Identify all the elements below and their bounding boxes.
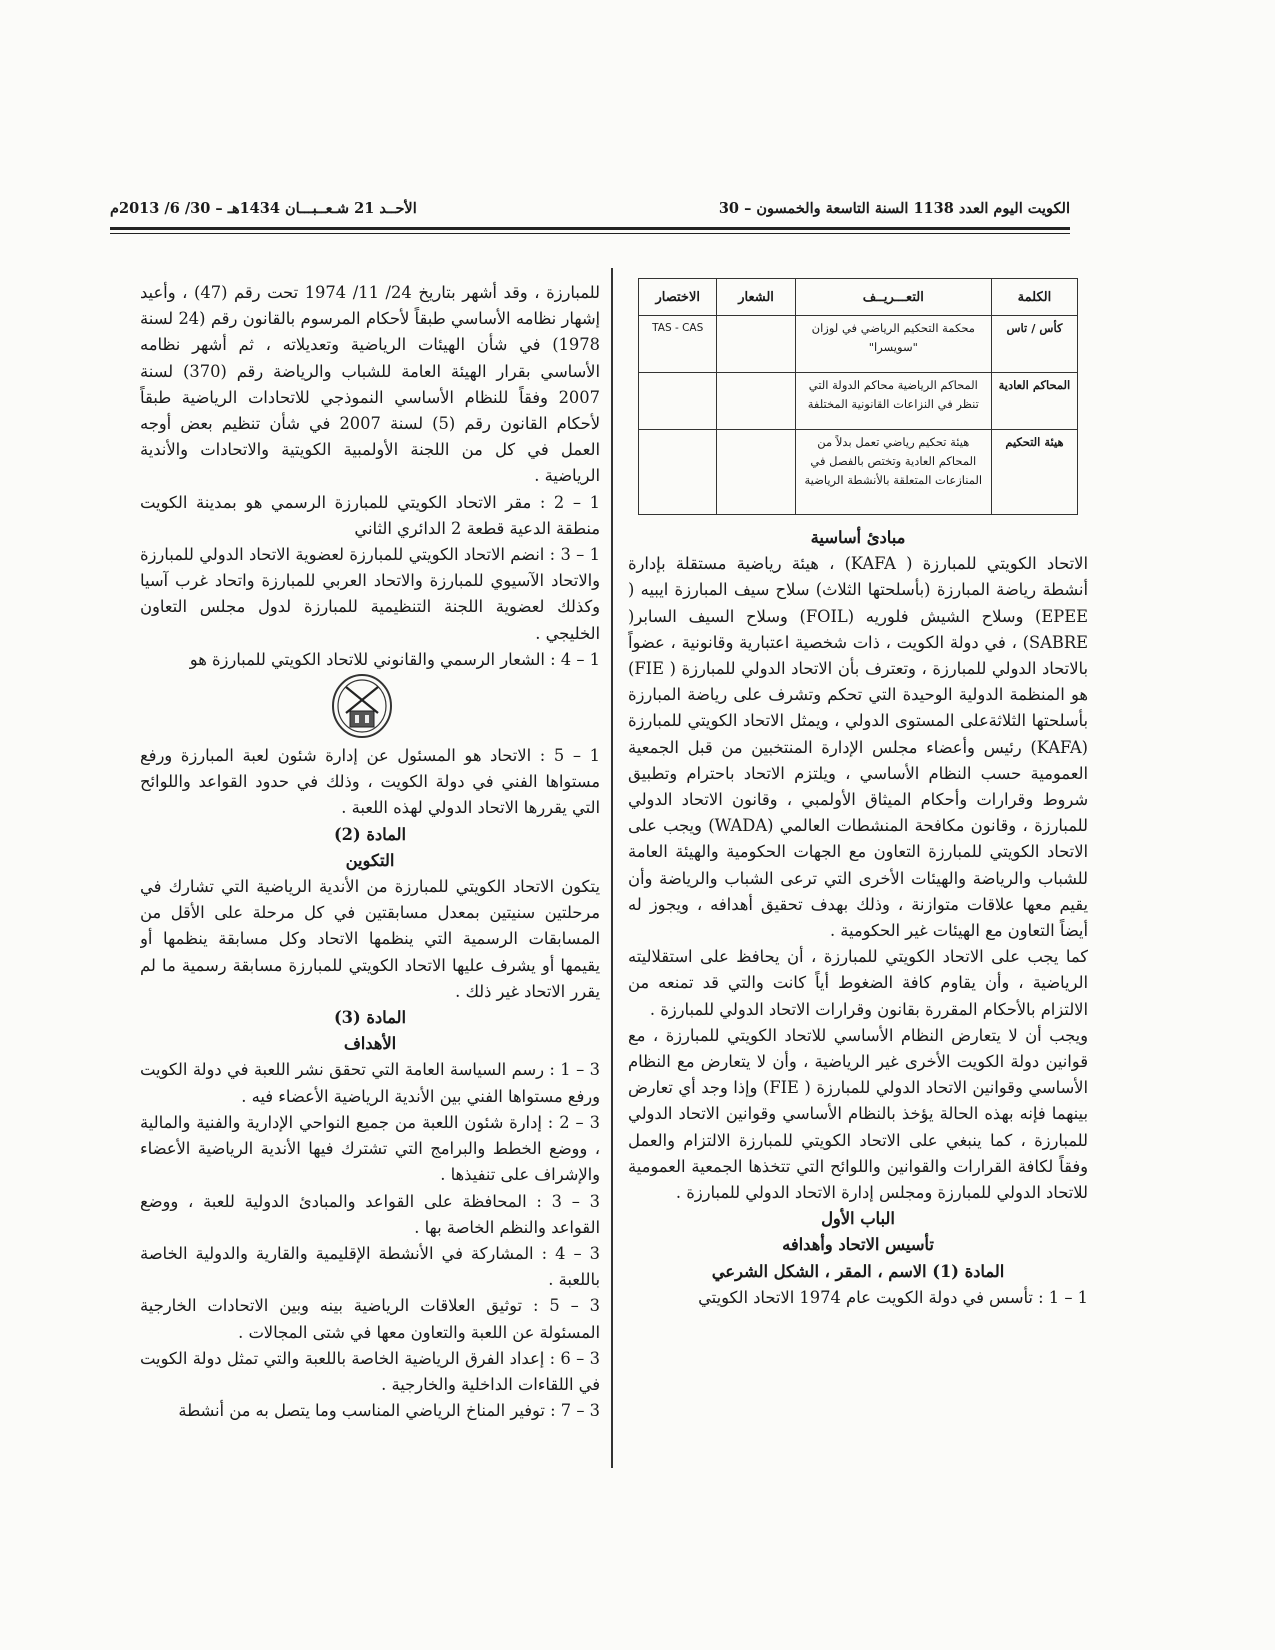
table-header-definition: التعـــريــف bbox=[795, 279, 991, 316]
clause-3-5: 3 – 5 : توثيق العلاقات الرياضية بينه وبين الاتحادات الخارجية المسئولة عن اللعبة والتعاون معها في شتى المجالات . bbox=[140, 1296, 600, 1342]
table-row bbox=[639, 316, 1078, 373]
article-3-title: الأهداف bbox=[343, 1034, 397, 1054]
header-rule-thin bbox=[110, 233, 1070, 234]
principles-paragraph-1: الاتحاد الكويتي للمبارزة ( KAFA) ، هيئة رياضية مستقلة بإدارة أنشطة رياضة المبارزة (بأسلحتها الثلاث) سلاح سيف المبارزة ايبيه ( EPEE) وسلاح الشيش فلوريه (FOIL) وسلاح السيف السابر( SABRE) ، في دولة الكويت ، ذات شخصية اعتبارية وقانونية ، عضواً بالاتحاد الدولي للمبارزة ، وتعترف بأن الاتحاد الدولي للمبارزة ( FIE) هو المنظمة الدولية الوحيدة التي تحكم وتشرف على رياضة المبارزة بأسلحتها الثلاثةعلى المستوى الدولي ، ويمثل الاتحاد الكويتي للمبارزة (KAFA) رئيس وأعضاء مجلس الإدارة المنتخبين من قبل الجمعية العمومية حسب النظام الأساسي ، ويلتزم الاتحاد باحترام وتطبيق شروط وقرارات وأحكام الميثاق الأولمبي ، وقانون الاتحاد الدولي للمبارزة ، وقانون مكافحة المنشطات العالمي (WADA) ويجب على الاتحاد الكويتي للمبارزة التعاون مع الجهات الحكومية والهيئة العامة للشباب والرياضة والهيئات الأخرى التي ترعى الشباب والرياضة وأن يقيم معها علاقات متوازنة ، وذلك بهدف تحقيق أهدافه ، ويجوز له أيضاً التعاون مع الهيئات غير الحكومية . bbox=[628, 554, 1088, 941]
clause-3-6: 3 – 6 : إعداد الفرق الرياضية الخاصة باللعبة والتي تمثل دولة الكويت في اللقاءات الداخلية والخارجية . bbox=[140, 1348, 600, 1394]
clause-1-1-continued: للمبارزة ، وقد أشهر بتاريخ 24/ 11/ 1974 تحت رقم (47) ، وأعيد إشهار نظامه الأساسي طبقاً لأحكام المرسوم بالقانون رقم (24 لسنة 1978) في شأن الهيئات الرياضية وتعديلاته ، ثم أشهر نظامه الأساسي بقرار الهيئة العامة للشباب والرياضة رقم (370) لسنة 2007 وفقاً للنظام الأساسي النموذجي للاتحادات الرياضية طبقاً لأحكام القانون رقم (5) لسنة 2007 في شأن تنظيم بعض أوجه العمل في كل من اللجنة الأولمبية الكويتية والاتحادات والأندية الرياضية . bbox=[140, 283, 600, 486]
clause-3-2: 3 – 2 : إدارة شئون اللعبة من جميع النواحي الإدارية والفنية والمالية ، ووضع الخطط والبرامج التي تشترك فيها الأندية الرياضية الأعضاء والإشراف على تنفيذها . bbox=[140, 1112, 600, 1185]
table-row bbox=[639, 373, 1078, 430]
table-cell-abbr bbox=[639, 373, 717, 430]
table-cell-term: كأس / تاس bbox=[991, 316, 1077, 373]
principles-heading: مبادئ أساسية bbox=[810, 528, 906, 547]
left-column bbox=[140, 280, 600, 1485]
principles-paragraph-3: ويجب أن لا يتعارض النظام الأساسي للاتحاد الكويتي للمبارزة ، مع قوانين دولة الكويت الأخرى غير الرياضية ، وأن لا يتعارض مع النظام الأساسي وقوانين الاتحاد الدولي للمبارزة ( FIE) وإذا وجد أي تعارض بينهما فإنه بهذه الحالة يؤخذ بالنظام الأساسي وقوانين الاتحاد الدولي للمبارزة ، كما ينبغي على الاتحاد الكويتي للمبارزة الالتزام والعمل وفقاً لكافة القرارات والقوانين واللوائح التي تتخذها الجمعية العمومية للاتحاد الدولي للمبارزة ومجلس إدارة الاتحاد الدولي للمبارزة . bbox=[628, 1025, 1088, 1203]
table-header-logo: الشعار bbox=[717, 279, 795, 316]
table-cell-abbr bbox=[639, 430, 717, 515]
article-3-heading: المادة (3) bbox=[333, 1008, 407, 1028]
federation-emblem bbox=[140, 673, 600, 743]
article-2-text: يتكون الاتحاد الكويتي للمبارزة من الأندية الرياضية التي تشارك في مرحلتين سنيتين بمعدل مسابقتين في كل مرحلة على الأقل من المسابقات الرسمية التي ينظمها الاتحاد وكل مسابقة ينظمها أو يقيمها أو يشرف عليها الاتحاد الكويتي للمبارزة مسابقة رسمية ما لم يقرر الاتحاد غير ذلك . bbox=[140, 877, 600, 1001]
clause-1-5: 1 – 5 : الاتحاد هو المسئول عن إدارة شئون لعبة المبارزة ورفع مستواها الفني في دولة الكويت ، وذلك في حدود القواعد واللوائح التي يقررها الاتحاد الدولي لهذه اللعبة . bbox=[140, 746, 600, 818]
table-cell-term: هيئة التحكيم bbox=[991, 430, 1077, 515]
page-header bbox=[110, 200, 1070, 230]
clause-3-3: 3 – 3 : المحافظة على القواعد والمبادئ الدولية للعبة ، ووضع القواعد والنظم الخاصة بها . bbox=[140, 1191, 600, 1237]
table-cell-definition: المحاكم الرياضية محاكم الدولة التي تنظر في النزاعات القانونية المختلفة bbox=[795, 373, 991, 430]
right-column bbox=[628, 278, 1088, 1483]
article-1-heading: المادة (1) الاسم ، المقر ، الشكل الشرعي bbox=[711, 1261, 1005, 1281]
chapter-title: تأسيس الاتحاد وأهدافه bbox=[782, 1235, 934, 1255]
header-rule-thick bbox=[110, 227, 1070, 230]
table-header-row bbox=[639, 279, 1078, 316]
table-cell-logo bbox=[717, 430, 795, 515]
header-date: الأحــد 21 شـعــبـــان 1434هـ – 30/ 6/ 2013م bbox=[110, 200, 417, 217]
table-cell-definition: هيئة تحكيم رياضي تعمل بدلاً من المحاكم العادية وتختص بالفصل في المنازعات المتعلقة بالأنشطة الرياضية bbox=[795, 430, 991, 515]
chapter-heading: الباب الأول bbox=[821, 1209, 895, 1229]
definitions-table bbox=[638, 278, 1078, 515]
fencing-federation-emblem-icon bbox=[330, 673, 394, 739]
clause-1-1: 1 – 1 : تأسس في دولة الكويت عام 1974 الاتحاد الكويتي bbox=[698, 1287, 1088, 1307]
table-cell-term: المحاكم العادية bbox=[991, 373, 1077, 430]
clause-3-1: 3 – 1 : رسم السياسة العامة التي تحقق نشر اللعبة في دولة الكويت ورفع مستواها الفني بين الأندية الرياضية الأعضاء فيه . bbox=[140, 1060, 600, 1106]
table-header-term: الكلمة bbox=[991, 279, 1077, 316]
table-cell-abbr: TAS - CAS bbox=[639, 316, 717, 373]
table-cell-logo bbox=[717, 373, 795, 430]
table-cell-logo bbox=[717, 316, 795, 373]
clause-1-3: 1 – 3 : انضم الاتحاد الكويتي للمبارزة لعضوية الاتحاد الدولي للمبارزة والاتحاد الآسيوي للمبارزة والاتحاد العربي للمبارزة واتحاد غرب آسيا وكذلك لعضوية اللجنة التنظيمية للمبارزة لدول مجلس التعاون الخليجي . bbox=[140, 545, 600, 643]
clause-3-4: 3 – 4 : المشاركة في الأنشطة الإقليمية والقارية والدولية الخاصة باللعبة . bbox=[140, 1243, 600, 1290]
table-row bbox=[639, 430, 1078, 515]
table-header-abbr: الاختصار bbox=[639, 279, 717, 316]
column-divider bbox=[611, 268, 613, 1468]
article-2-heading: المادة (2) bbox=[333, 824, 407, 844]
table-cell-definition: محكمة التحكيم الرياضي في لوزان "سويسرا" bbox=[795, 316, 991, 373]
header-issue-info: الكويت اليوم العدد 1138 السنة التاسعة والخمسون – 30 bbox=[718, 200, 1070, 217]
clause-3-7: 3 – 7 : توفير المناخ الرياضي المناسب وما يتصل به من أنشطة bbox=[178, 1401, 600, 1421]
principles-paragraph-2: كما يجب على الاتحاد الكويتي للمبارزة ، أن يحافظ على استقلاليته الرياضية ، وأن يقاوم كافة الضغوط أياً كانت والتي قد تمنعه من الالتزام بالأحكام المقررة بقانون وقرارات الاتحاد الدولي للمبارزة . bbox=[628, 947, 1088, 1019]
article-2-title: التكوين bbox=[345, 850, 395, 870]
clause-1-4: 1 – 4 : الشعار الرسمي والقانوني للاتحاد الكويتي للمبارزة هو bbox=[189, 649, 600, 669]
clause-1-2: 1 – 2 : مقر الاتحاد الكويتي للمبارزة الرسمي هو بمدينة الكويت منطقة الدعية قطعة 2 الدائري الثاني bbox=[140, 492, 600, 538]
